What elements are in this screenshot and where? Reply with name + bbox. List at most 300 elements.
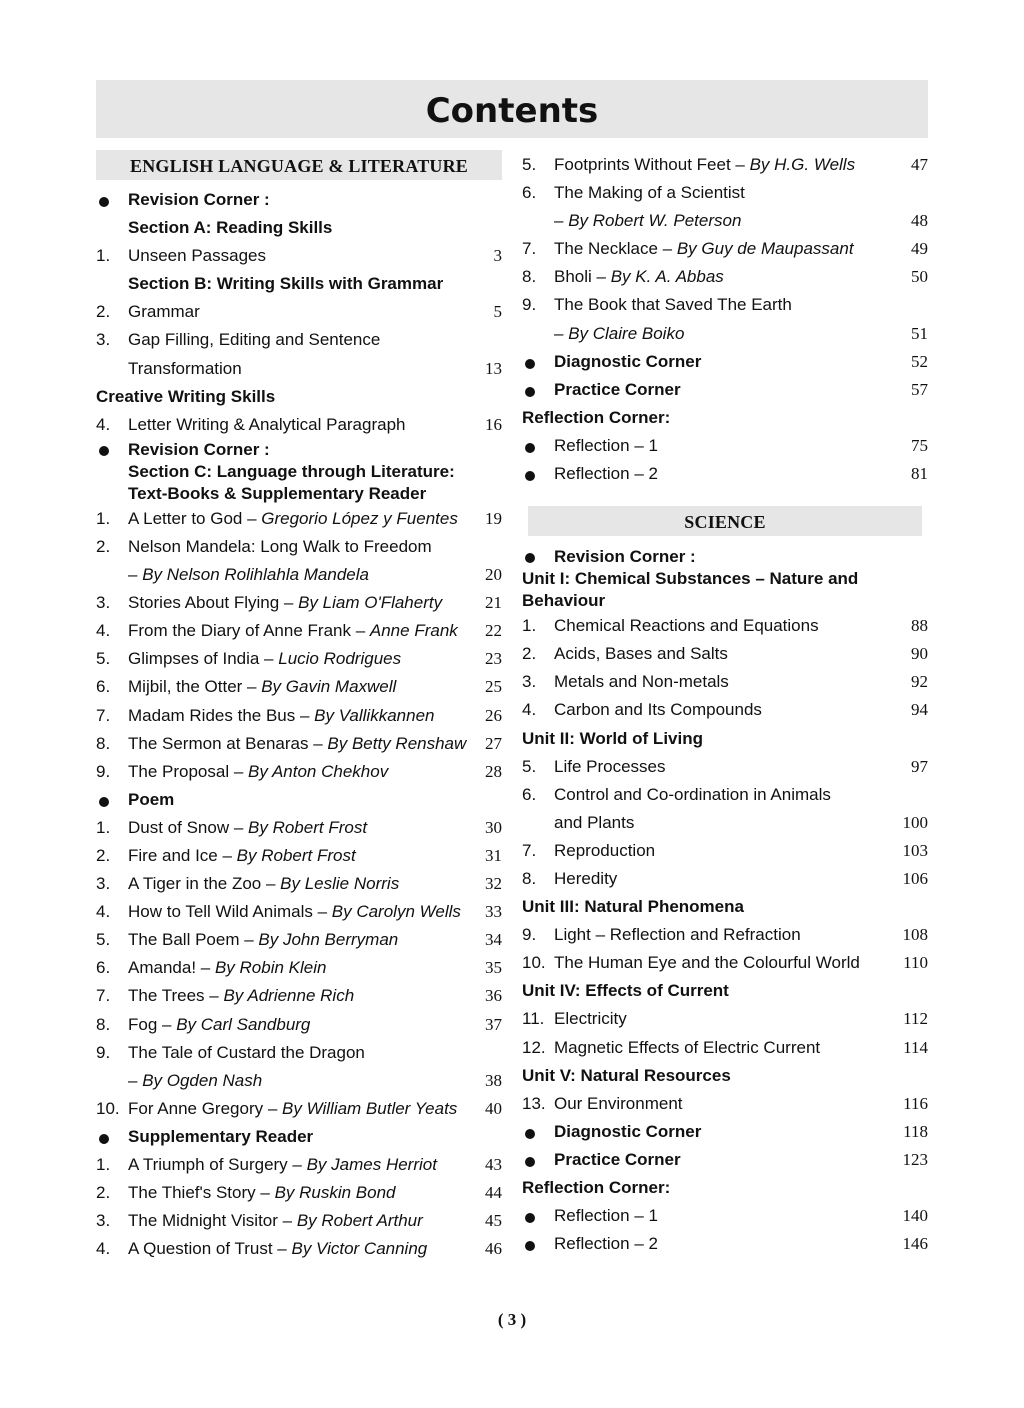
entry-title xyxy=(128,617,502,645)
entry-title xyxy=(128,1095,502,1123)
entry-number: 4. xyxy=(96,902,111,922)
entry-title-text: Stories About Flying – xyxy=(128,593,299,613)
toc-entry xyxy=(96,533,502,561)
entry-number: 4. xyxy=(96,621,111,641)
entry-title xyxy=(128,982,502,1010)
entry-title xyxy=(522,404,928,432)
entry-title-text: Practice Corner xyxy=(554,1149,681,1169)
entry-title-text: Electricity xyxy=(554,1009,627,1029)
entry-title-text: Bholi – xyxy=(554,267,611,287)
entry-title-text: How to Tell Wild Animals – xyxy=(128,902,332,922)
entry-page-number: 106 xyxy=(902,868,928,888)
entry-title xyxy=(128,298,502,326)
entry-author: By Gavin Maxwell xyxy=(261,677,397,697)
title-bar xyxy=(96,80,928,138)
entry-title-text: A Tiger in the Zoo – xyxy=(128,874,281,894)
entry-title-text: Behaviour xyxy=(522,591,606,611)
science-section-heading: SCIENCE xyxy=(528,506,922,536)
entry-page-number: 30 xyxy=(485,817,502,837)
entry-title xyxy=(128,483,502,505)
entry-title xyxy=(128,786,502,814)
entry-page-number: 35 xyxy=(485,958,502,978)
entry-title xyxy=(128,842,502,870)
entry-title xyxy=(522,1062,928,1090)
entry-number: 9. xyxy=(522,295,537,315)
toc-entry xyxy=(96,186,502,214)
toc-entry xyxy=(522,893,928,921)
entry-page-number: 13 xyxy=(485,358,502,378)
entry-number: 5. xyxy=(96,649,111,669)
entry-page-number: 34 xyxy=(485,930,502,950)
toc-entry xyxy=(522,1118,928,1146)
entry-page-number: 25 xyxy=(485,677,502,697)
entry-page-number: 108 xyxy=(902,925,928,945)
toc-entry xyxy=(522,207,928,235)
entry-title-text: – xyxy=(128,565,143,585)
entry-title xyxy=(554,612,928,640)
entry-title xyxy=(128,1123,502,1151)
toc-entry xyxy=(522,348,928,376)
entry-author: By Nelson Rolihlahla Mandela xyxy=(142,565,369,585)
toc-entry xyxy=(522,376,928,404)
toc-entry xyxy=(96,505,502,533)
entry-author: By H.G. Wells xyxy=(749,155,856,174)
toc-entry xyxy=(96,214,502,242)
entry-title xyxy=(522,977,928,1005)
bullet-icon xyxy=(525,1213,535,1223)
entry-title-text: Reflection – 2 xyxy=(554,464,658,484)
bullet-icon xyxy=(99,797,109,807)
entry-title-text: Footprints Without Feet – xyxy=(554,155,750,174)
toc-entry xyxy=(96,298,502,326)
entry-title xyxy=(96,383,502,411)
entry-page-number: 90 xyxy=(911,644,928,664)
entry-title-text: Revision Corner : xyxy=(554,547,696,567)
entry-title xyxy=(554,696,928,724)
entry-page-number: 88 xyxy=(911,616,928,636)
toc-entry xyxy=(522,781,928,809)
entry-title-text: The Human Eye and the Colourful World xyxy=(554,953,860,973)
entry-page-number: 27 xyxy=(485,733,502,753)
entry-author: By John Berryman xyxy=(258,930,399,950)
entry-number: 4. xyxy=(522,700,537,720)
page-number: ( 3 ) xyxy=(497,1310,527,1329)
entry-page-number: 38 xyxy=(485,1070,502,1090)
entry-title-text: Practice Corner xyxy=(554,379,681,399)
entry-title xyxy=(554,348,928,376)
entry-number: 11. xyxy=(522,1009,545,1029)
entry-number: 3. xyxy=(96,330,111,350)
entry-number: 2. xyxy=(522,644,537,664)
bullet-icon xyxy=(525,443,535,453)
entry-page-number: 49 xyxy=(911,239,928,259)
entry-author: Gregorio López y Fuentes xyxy=(261,508,458,528)
entry-title xyxy=(554,837,928,865)
entry-page-number: 31 xyxy=(485,845,502,865)
toc-entry xyxy=(522,1146,928,1174)
toc-entry xyxy=(96,842,502,870)
toc-entry xyxy=(96,1151,502,1179)
toc-entry xyxy=(522,1174,928,1202)
entry-page-number: 36 xyxy=(485,986,502,1006)
entry-number: 3. xyxy=(522,672,537,692)
entry-page-number: 16 xyxy=(485,414,502,434)
entry-page-number: 43 xyxy=(485,1155,502,1174)
entry-author: By Leslie Norris xyxy=(280,874,400,894)
toc-entry xyxy=(522,404,928,432)
english-section-heading: ENGLISH LANGUAGE & LITERATURE xyxy=(96,150,502,180)
entry-title-text: The Ball Poem – xyxy=(128,930,259,950)
toc-entry xyxy=(522,865,928,893)
entry-page-number: 21 xyxy=(485,593,502,613)
toc-entry xyxy=(96,1179,502,1207)
entry-title xyxy=(554,640,928,668)
page-title: Contents xyxy=(425,91,599,131)
entry-title-text: Life Processes xyxy=(554,756,666,776)
entry-title-text: The Necklace – xyxy=(554,239,677,259)
toc-entry xyxy=(522,291,928,319)
entry-author: By Ruskin Bond xyxy=(274,1183,396,1203)
entry-page-number: 114 xyxy=(903,1037,928,1057)
entry-author: By Robert Frost xyxy=(236,845,356,865)
entry-number: 6. xyxy=(96,677,111,697)
entry-title xyxy=(554,207,928,235)
entry-author: By James Herriot xyxy=(306,1155,437,1174)
entry-number: 7. xyxy=(96,705,111,725)
entry-title xyxy=(128,214,502,242)
entry-author: By K. A. Abbas xyxy=(610,267,724,287)
entry-title xyxy=(554,291,928,319)
entry-title-text: Reflection Corner: xyxy=(522,1178,671,1197)
entry-title-text: Reflection – 2 xyxy=(554,1234,658,1254)
entry-title xyxy=(554,1090,928,1118)
entry-title xyxy=(554,1202,928,1230)
entry-title xyxy=(128,1151,502,1179)
bullet-icon xyxy=(525,1241,535,1251)
entry-author: By Vallikkannen xyxy=(314,705,435,725)
toc-entry xyxy=(96,411,502,439)
entry-page-number: 110 xyxy=(903,953,928,973)
entry-number: 1. xyxy=(522,616,537,636)
entry-page-number: 52 xyxy=(911,351,928,371)
entry-page-number: 118 xyxy=(903,1121,928,1141)
entry-title xyxy=(128,439,502,461)
entry-title-text: – xyxy=(554,211,569,231)
entry-title xyxy=(522,1174,928,1202)
toc-entry xyxy=(522,725,928,753)
entry-title-text: Mijbil, the Otter – xyxy=(128,677,262,697)
bullet-icon xyxy=(525,1129,535,1139)
toc-entry xyxy=(96,1067,502,1095)
entry-title-text: Supplementary Reader xyxy=(128,1126,314,1146)
entry-number: 1. xyxy=(96,817,111,837)
entry-author: By Ogden Nash xyxy=(142,1070,263,1090)
toc-entry xyxy=(96,589,502,617)
entry-author: By William Butler Yeats xyxy=(282,1098,458,1118)
entry-page-number: 146 xyxy=(902,1234,928,1254)
toc-entry xyxy=(96,870,502,898)
entry-title-text: Text-Books & Supplementary Reader xyxy=(128,483,427,503)
entry-number: 10. xyxy=(96,1098,120,1118)
entry-title-text: A Triumph of Surgery – xyxy=(128,1155,307,1174)
toc-entry xyxy=(96,645,502,673)
entry-page-number: 100 xyxy=(902,812,928,832)
entry-title-text: Reflection – 1 xyxy=(554,1206,658,1226)
entry-title xyxy=(554,1146,928,1174)
entry-title xyxy=(128,954,502,982)
entry-title xyxy=(554,1118,928,1146)
toc-entry xyxy=(522,753,928,781)
entry-page-number: 22 xyxy=(485,621,502,641)
entry-number: 8. xyxy=(96,1014,111,1034)
entry-title-text: Chemical Reactions and Equations xyxy=(554,616,819,636)
toc-entry xyxy=(522,612,928,640)
entry-title-text: Unit V: Natural Resources xyxy=(522,1065,731,1085)
entry-number: 2. xyxy=(96,302,111,322)
entry-number: 9. xyxy=(522,925,537,945)
entry-title xyxy=(554,235,928,263)
entry-title-text: Fog – xyxy=(128,1014,177,1034)
toc-entry xyxy=(522,1230,928,1258)
toc-entry xyxy=(522,837,928,865)
entry-title-text: Reflection – 1 xyxy=(554,435,658,455)
bullet-icon xyxy=(99,1134,109,1144)
entry-title xyxy=(128,898,502,926)
entry-page-number: 103 xyxy=(902,840,928,860)
entry-author: By Robin Klein xyxy=(214,958,327,978)
toc-entry xyxy=(96,1039,502,1067)
toc-entry xyxy=(96,617,502,645)
entry-title-text: For Anne Gregory – xyxy=(128,1098,283,1118)
entry-title xyxy=(554,753,928,781)
entry-title-text: The Book that Saved The Earth xyxy=(554,295,792,315)
entry-title-text: The Midnight Visitor – xyxy=(128,1211,297,1231)
toc-entry xyxy=(96,326,502,354)
entry-number: 7. xyxy=(522,840,537,860)
bullet-icon xyxy=(525,471,535,481)
entry-title-text: Dust of Snow – xyxy=(128,817,249,837)
entry-title xyxy=(128,1011,502,1039)
entry-number: 6. xyxy=(96,958,111,978)
entry-page-number: 26 xyxy=(485,705,502,725)
entry-title-text: Unit II: World of Living xyxy=(522,728,703,748)
entry-title xyxy=(522,590,928,612)
entry-title xyxy=(554,376,928,404)
entry-author: By Robert Arthur xyxy=(296,1211,423,1231)
entry-number: 6. xyxy=(522,784,537,804)
bullet-icon xyxy=(525,359,535,369)
entry-title-text: Section B: Writing Skills with Grammar xyxy=(128,274,444,294)
toc-entry xyxy=(96,242,502,270)
entry-title-text: Letter Writing & Analytical Paragraph xyxy=(128,414,406,434)
entry-page-number: 51 xyxy=(911,323,928,343)
entry-title-text: Metals and Non-metals xyxy=(554,672,729,692)
entry-title-text: Heredity xyxy=(554,868,618,888)
entry-page-number: 28 xyxy=(485,761,502,781)
entry-page-number: 40 xyxy=(485,1098,502,1118)
toc-entry xyxy=(522,640,928,668)
entry-title xyxy=(128,1207,502,1235)
entry-title-text: The Tale of Custard the Dragon xyxy=(128,1042,365,1062)
entry-title xyxy=(554,809,928,837)
toc-entry xyxy=(96,1123,502,1151)
entry-title-text: Unit III: Natural Phenomena xyxy=(522,897,744,917)
toc-entry xyxy=(96,982,502,1010)
entry-page-number: 116 xyxy=(903,1093,928,1113)
entry-title xyxy=(554,432,928,460)
entry-title-text: Unit IV: Effects of Current xyxy=(522,981,729,1001)
toc-entry xyxy=(96,758,502,786)
entry-title xyxy=(554,949,928,977)
toc-entry xyxy=(96,954,502,982)
entry-title-text: The Thief's Story – xyxy=(128,1183,275,1203)
left-column xyxy=(96,150,502,1263)
entry-title-text: Glimpses of India – xyxy=(128,649,279,669)
entry-title-text: Gap Filling, Editing and Sentence xyxy=(128,330,381,350)
entry-number: 6. xyxy=(522,183,537,203)
entry-number: 3. xyxy=(96,593,111,613)
entry-author: By Robert W. Peterson xyxy=(568,211,742,231)
entry-title xyxy=(554,1034,928,1062)
entry-title xyxy=(554,179,928,207)
bullet-icon xyxy=(525,553,535,563)
toc-entry xyxy=(522,263,928,291)
entry-title-text: Madam Rides the Bus – xyxy=(128,705,315,725)
toc-entry xyxy=(96,461,502,483)
entry-title-text: Magnetic Effects of Electric Current xyxy=(554,1037,821,1057)
entry-title-text: Unit I: Chemical Substances – Nature and xyxy=(522,569,859,589)
entry-title xyxy=(554,781,928,809)
toc-entry xyxy=(522,1034,928,1062)
entry-title xyxy=(554,546,928,568)
entry-title-text: Transformation xyxy=(128,358,242,378)
entry-title xyxy=(522,893,928,921)
entry-page-number: 23 xyxy=(485,649,502,669)
entry-page-number: 37 xyxy=(485,1014,502,1034)
entry-title xyxy=(128,870,502,898)
entry-title xyxy=(554,921,928,949)
entry-title xyxy=(128,505,502,533)
entry-page-number: 47 xyxy=(911,155,928,174)
entry-page-number: 112 xyxy=(903,1009,928,1029)
entry-page-number: 19 xyxy=(485,508,502,528)
toc-entry xyxy=(522,151,928,179)
toc-entry xyxy=(96,926,502,954)
entry-page-number: 57 xyxy=(911,379,928,399)
entry-title-text: Fire and Ice – xyxy=(128,845,237,865)
entry-title xyxy=(128,1179,502,1207)
toc-entry xyxy=(96,730,502,758)
toc-entry xyxy=(522,590,928,612)
entry-title xyxy=(128,326,502,354)
entry-author: By Victor Canning xyxy=(291,1239,428,1259)
entry-page-number: 44 xyxy=(485,1183,502,1203)
entry-number: 8. xyxy=(522,267,537,287)
toc-entry xyxy=(522,921,928,949)
toc-entry xyxy=(522,432,928,460)
entry-number: 7. xyxy=(522,239,537,259)
entry-page-number: 75 xyxy=(911,435,928,455)
toc-entry xyxy=(96,1011,502,1039)
right-column xyxy=(522,151,928,1258)
entry-page-number: 3 xyxy=(493,246,502,266)
entry-title-text: Revision Corner : xyxy=(128,190,270,209)
entry-author: By Betty Renshaw xyxy=(327,733,467,753)
toc-entry xyxy=(96,561,502,589)
toc-entry xyxy=(522,460,928,488)
entry-title-text: Acids, Bases and Salts xyxy=(554,644,728,664)
entry-number: 7. xyxy=(96,986,111,1006)
bullet-icon xyxy=(525,387,535,397)
english-toc-list xyxy=(96,186,502,1263)
entry-title-text: A Letter to God – xyxy=(128,508,262,528)
entry-title-text: and Plants xyxy=(554,812,635,832)
entry-title-text: The Sermon at Benaras – xyxy=(128,733,328,753)
entry-title xyxy=(128,758,502,786)
entry-author: Anne Frank xyxy=(369,621,458,641)
toc-entry xyxy=(96,355,502,383)
entry-title-text: From the Diary of Anne Frank – xyxy=(128,621,370,641)
toc-entry xyxy=(522,320,928,348)
entry-number: 1. xyxy=(96,246,111,266)
toc-entry xyxy=(96,898,502,926)
entry-title-text: Section A: Reading Skills xyxy=(128,218,333,238)
toc-entry xyxy=(96,483,502,505)
bullet-icon xyxy=(99,446,109,456)
toc-entry xyxy=(522,1090,928,1118)
bullet-icon xyxy=(525,1157,535,1167)
entry-title-text: Reflection Corner: xyxy=(522,407,671,427)
toc-entry xyxy=(522,977,928,1005)
entry-title xyxy=(128,533,502,561)
toc-entry xyxy=(96,439,502,461)
entry-number: 4. xyxy=(96,414,111,434)
entry-page-number: 123 xyxy=(902,1149,928,1169)
toc-entry xyxy=(522,1062,928,1090)
entry-title xyxy=(128,561,502,589)
toc-entry xyxy=(96,814,502,842)
toc-entry xyxy=(96,673,502,701)
entry-number: 2. xyxy=(96,1183,111,1203)
entry-title xyxy=(554,460,928,488)
toc-entry xyxy=(96,1235,502,1263)
entry-title-text: Section C: Language through Literature: xyxy=(128,461,455,481)
bullet-icon xyxy=(99,197,109,207)
entry-page-number: 92 xyxy=(911,672,928,692)
entry-title xyxy=(128,270,502,298)
toc-entry xyxy=(522,568,928,590)
toc-entry xyxy=(522,1202,928,1230)
entry-title xyxy=(554,151,928,179)
entry-title xyxy=(554,320,928,348)
entry-author: By Anton Chekhov xyxy=(248,761,389,781)
toc-entry xyxy=(522,668,928,696)
entry-number: 5. xyxy=(96,930,111,950)
entry-title xyxy=(128,461,502,483)
entry-title-text: Poem xyxy=(128,789,175,809)
entry-author: By Guy de Maupassant xyxy=(676,239,854,259)
entry-title xyxy=(554,263,928,291)
entry-author: By Carolyn Wells xyxy=(331,902,461,922)
entry-page-number: 94 xyxy=(911,700,928,720)
entry-number: 3. xyxy=(96,1211,111,1231)
toc-entry xyxy=(96,1207,502,1235)
entry-title xyxy=(554,1230,928,1258)
entry-author: By Adrienne Rich xyxy=(223,986,355,1006)
toc-entry xyxy=(522,809,928,837)
entry-title xyxy=(554,1005,928,1033)
entry-title xyxy=(522,725,928,753)
